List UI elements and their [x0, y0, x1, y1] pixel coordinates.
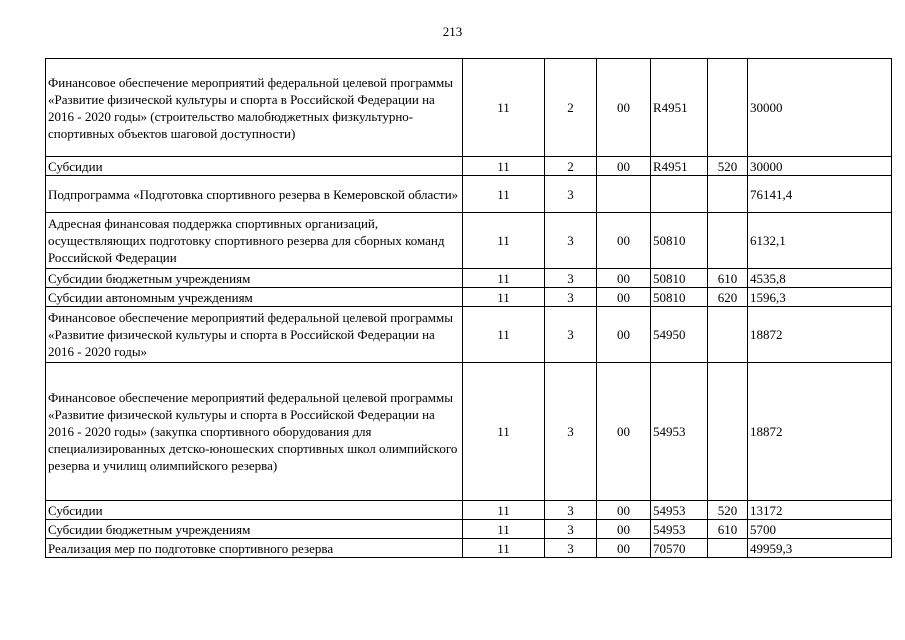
section-cell: 11	[463, 213, 545, 269]
section-cell: 11	[463, 176, 545, 213]
row-name: Субсидии	[46, 157, 463, 176]
section-cell: 11	[463, 269, 545, 288]
subsection-cell: 3	[545, 176, 597, 213]
target-code-cell: 70570	[651, 539, 708, 558]
table-row	[46, 176, 892, 213]
program-cell: 00	[597, 288, 651, 307]
section-cell: 11	[463, 539, 545, 558]
amount-cell: 49959,3	[748, 539, 892, 558]
table-row	[46, 59, 892, 157]
program-cell: 00	[597, 213, 651, 269]
row-name: Финансовое обеспечение мероприятий федеральной целевой программы «Развитие физической культуры и спорта в Российской Федерации на 2016 - 2020 годы»	[46, 307, 463, 363]
section-cell: 11	[463, 307, 545, 363]
amount-cell: 5700	[748, 520, 892, 539]
row-name: Субсидии бюджетным учреждениям	[46, 520, 463, 539]
subsection-cell: 3	[545, 520, 597, 539]
expense-type-cell	[708, 539, 748, 558]
program-cell: 00	[597, 520, 651, 539]
expense-type-cell: 610	[708, 520, 748, 539]
program-cell: 00	[597, 539, 651, 558]
subsection-cell: 3	[545, 501, 597, 520]
target-code-cell: 54953	[651, 501, 708, 520]
expense-type-cell: 620	[708, 288, 748, 307]
table-row	[46, 157, 892, 176]
table-row	[46, 307, 892, 363]
page-number: 213	[442, 24, 463, 39]
expense-type-cell	[708, 176, 748, 213]
table-row	[46, 213, 892, 269]
table-row	[46, 288, 892, 307]
expense-type-cell	[708, 59, 748, 157]
program-cell: 00	[597, 59, 651, 157]
row-name: Субсидии	[46, 501, 463, 520]
expense-type-cell: 520	[708, 157, 748, 176]
expense-type-cell	[708, 363, 748, 501]
budget-table	[45, 58, 892, 558]
program-cell: 00	[597, 269, 651, 288]
row-name: Субсидии автономным учреждениям	[46, 288, 463, 307]
subsection-cell: 3	[545, 363, 597, 501]
amount-cell: 13172	[748, 501, 892, 520]
amount-cell: 6132,1	[748, 213, 892, 269]
program-cell: 00	[597, 157, 651, 176]
subsection-cell: 3	[545, 213, 597, 269]
target-code-cell: 54953	[651, 363, 708, 501]
program-cell: 00	[597, 307, 651, 363]
budget-table-body	[46, 59, 892, 558]
table-row	[46, 363, 892, 501]
section-cell: 11	[463, 157, 545, 176]
table-row	[46, 269, 892, 288]
section-cell: 11	[463, 520, 545, 539]
row-name: Реализация мер по подготовке спортивного резерва	[46, 539, 463, 558]
table-row	[46, 539, 892, 558]
section-cell: 11	[463, 59, 545, 157]
target-code-cell: 54953	[651, 520, 708, 539]
subsection-cell: 3	[545, 269, 597, 288]
program-cell	[597, 176, 651, 213]
subsection-cell: 3	[545, 539, 597, 558]
program-cell: 00	[597, 501, 651, 520]
target-code-cell: 50810	[651, 288, 708, 307]
table-row	[46, 501, 892, 520]
subsection-cell: 3	[545, 288, 597, 307]
section-cell: 11	[463, 288, 545, 307]
target-code-cell: R4951	[651, 157, 708, 176]
row-name: Субсидии бюджетным учреждениям	[46, 269, 463, 288]
row-name: Адресная финансовая поддержка спортивных организаций, осуществляющих подготовку спортивного резерва для сборных команд Российской Федерации	[46, 213, 463, 269]
amount-cell: 30000	[748, 59, 892, 157]
section-cell: 11	[463, 363, 545, 501]
subsection-cell: 2	[545, 59, 597, 157]
expense-type-cell: 610	[708, 269, 748, 288]
target-code-cell	[651, 176, 708, 213]
table-row	[46, 520, 892, 539]
amount-cell: 1596,3	[748, 288, 892, 307]
expense-type-cell	[708, 213, 748, 269]
row-name: Подпрограмма «Подготовка спортивного резерва в Кемеровской области»	[46, 176, 463, 213]
target-code-cell: R4951	[651, 59, 708, 157]
expense-type-cell: 520	[708, 501, 748, 520]
target-code-cell: 54950	[651, 307, 708, 363]
amount-cell: 4535,8	[748, 269, 892, 288]
amount-cell: 18872	[748, 307, 892, 363]
row-name: Финансовое обеспечение мероприятий федеральной целевой программы «Развитие физической культуры и спорта в Российской Федерации на 2016 - 2020 годы» (строительство малобюджетных физкультурно-спортивных объектов шаговой доступности)	[46, 59, 463, 157]
section-cell: 11	[463, 501, 545, 520]
target-code-cell: 50810	[651, 213, 708, 269]
target-code-cell: 50810	[651, 269, 708, 288]
amount-cell: 30000	[748, 157, 892, 176]
program-cell: 00	[597, 363, 651, 501]
amount-cell: 18872	[748, 363, 892, 501]
expense-type-cell	[708, 307, 748, 363]
subsection-cell: 3	[545, 307, 597, 363]
subsection-cell: 2	[545, 157, 597, 176]
row-name: Финансовое обеспечение мероприятий федеральной целевой программы «Развитие физической культуры и спорта в Российской Федерации на 2016 - 2020 годы» (закупка спортивного оборудования для специализированных детско-юношеских спортивных школ олимпийского резерва и училищ олимпийского резерва)	[46, 363, 463, 501]
amount-cell: 76141,4	[748, 176, 892, 213]
